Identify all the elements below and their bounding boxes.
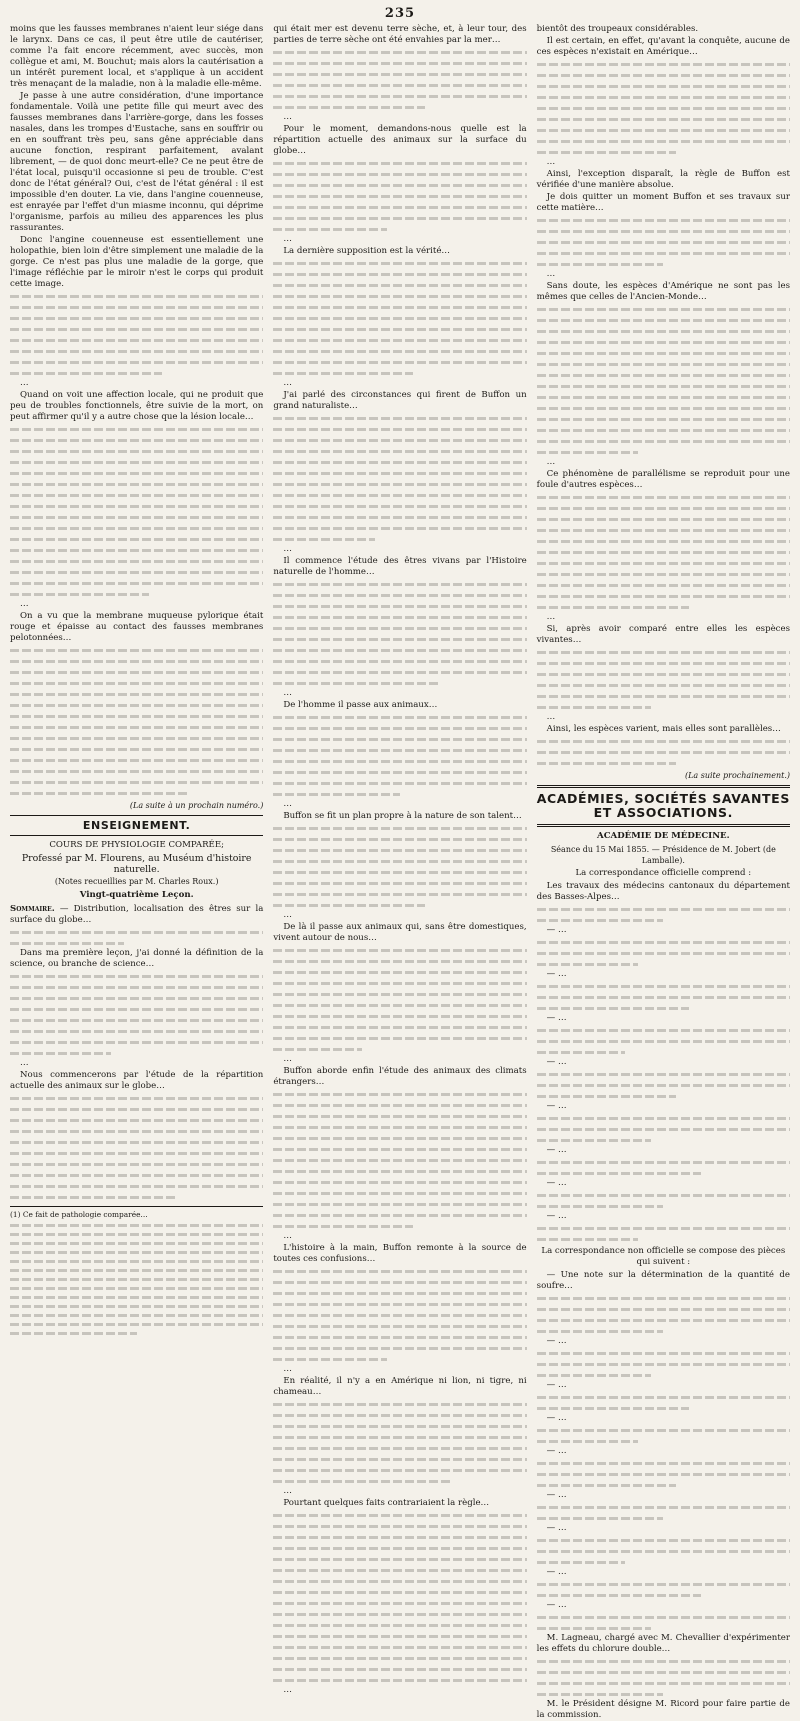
text-block: [537, 1024, 790, 1057]
correspondence-entry: — …: [537, 1013, 790, 1024]
nonofficial-entry: — …: [537, 1446, 790, 1457]
nonofficial-entry: — …: [537, 1490, 790, 1501]
paragraph: …: [283, 688, 292, 698]
lesson-summary: [10, 904, 263, 926]
course-note: (Notes recueillies par M. Charles Roux.): [54, 877, 219, 886]
paragraph: …: [283, 112, 292, 122]
paragraph: …: [283, 378, 292, 388]
text-block: [10, 290, 263, 378]
footnotes: [10, 1206, 263, 1336]
paragraph: De là il passe aux animaux qui, sans être domestiques, vivent autour de nous…: [273, 922, 527, 943]
text-block: [537, 1424, 790, 1446]
paragraph: …: [283, 910, 292, 920]
text-block: [537, 58, 790, 157]
lesson-title: Vingt-quatrième Leçon.: [79, 890, 194, 900]
text-block: [273, 1088, 526, 1231]
text-block: [273, 46, 526, 112]
text-block: [273, 822, 526, 910]
text-block: [273, 1398, 526, 1486]
paragraph: L'histoire à la main, Buffon remonte à la source de toutes ces confusions…: [273, 1243, 527, 1264]
text-block: [537, 1189, 790, 1211]
text-block: [10, 1092, 263, 1202]
page-number: 235: [384, 6, 416, 21]
nonofficial-entry: — …: [537, 1523, 790, 1534]
paragraph: Ce phénomène de parallélisme se reproduit pour une foule d'autres espèces…: [536, 469, 790, 490]
text-block: [537, 735, 790, 768]
summary-text: — Distribution, localisation des êtres sur la surface du globe…: [10, 904, 264, 925]
text-block: [537, 1156, 790, 1178]
nonofficial-entry: — …: [537, 1567, 790, 1578]
paragraph: …: [283, 544, 292, 554]
paragraph: Il commence l'étude des êtres vivans par l'Histoire naturelle de l'homme…: [273, 556, 527, 577]
text-block: [537, 1578, 790, 1600]
paragraph: bientôt des troupeaux considérables.: [536, 24, 699, 34]
nonofficial-entry: — …: [537, 1380, 790, 1391]
text-block: [10, 926, 263, 948]
text-block: [273, 944, 526, 1054]
paragraph: Buffon aborde enfin l'étude des animaux des climats étrangers…: [273, 1066, 527, 1087]
text-block: [537, 1112, 790, 1145]
paragraph: J'ai parlé des circonstances qui firent de Buffon un grand naturaliste…: [273, 390, 527, 411]
correspondence-entry: — …: [537, 1211, 790, 1222]
paragraph: …: [546, 269, 556, 279]
correspondence-entry: — …: [537, 925, 790, 936]
text-block: [10, 1219, 263, 1336]
paragraph: Il est certain, en effet, qu'avant la conquête, aucune de ces espèces n'existait en Amérique…: [536, 36, 790, 57]
nonofficial-entry: — …: [537, 1413, 790, 1424]
paragraph: …: [546, 612, 556, 622]
column-2: [273, 24, 527, 1695]
divider: [537, 824, 790, 827]
nonofficial-entry: — …: [537, 1600, 790, 1611]
paragraph: De l'homme il passe aux animaux…: [283, 700, 438, 710]
divider: [537, 785, 790, 788]
text-block: [537, 1222, 790, 1244]
text-block: [10, 423, 263, 599]
text-block: [537, 1391, 790, 1413]
text-block: [537, 980, 790, 1013]
correspondence-entry: — …: [537, 1145, 790, 1156]
section-title-enseignement: ENSEIGNEMENT.: [82, 819, 191, 832]
paragraph: Donc l'angine couenneuse est essentiellement une holopathie, bien loin d'être simplement une maladie de la gorge. Ce n'est pas plus une maladie de la gorge, que l'image réfléchie par le miroir n'est le corps qui produit cette image.: [10, 235, 264, 289]
continuation-note: (La suite à un prochain numéro.): [129, 801, 264, 810]
paragraph: Sans doute, les espèces d'Amérique ne sont pas les mêmes que celles de l'Ancien-Monde…: [536, 281, 790, 302]
column-3: [536, 24, 790, 1720]
paragraph: En réalité, il n'y a en Amérique ni lion, ni tigre, ni chameau…: [273, 1376, 527, 1397]
footnote: (1) Ce fait de pathologie comparée…: [10, 1210, 148, 1219]
text-block: [537, 646, 790, 712]
text-block: [537, 1347, 790, 1380]
session-line: Séance du 15 Mai 1855. — Présidence de M. Jobert (de Lamballe).: [550, 845, 776, 865]
paragraph: La dernière supposition est la vérité…: [283, 246, 451, 256]
column-1: [10, 24, 264, 1219]
divider: [10, 815, 263, 816]
text-block: [537, 1457, 790, 1490]
text-block: [537, 1655, 790, 1699]
text-block: [537, 303, 790, 457]
text-block: [10, 644, 263, 798]
paragraph: Je dois quitter un moment Buffon et ses travaux sur cette matière…: [536, 192, 790, 213]
article-columns: [10, 24, 790, 1720]
paragraph: …: [20, 1058, 29, 1068]
paragraph: Ainsi, les espèces varient, mais elles sont parallèles…: [546, 724, 781, 734]
correspondence-entry: — …: [537, 1178, 790, 1189]
paragraph: On a vu que la membrane muqueuse pylorique était rouge et épaisse au contact des fausses membranes pelotonnées…: [10, 611, 264, 643]
paragraph: …: [283, 1685, 292, 1695]
text-block: [537, 1534, 790, 1567]
paragraph: Je passe à une autre considération, d'une importance fondamentale. Voilà une petite fille qui meurt avec des fausses membranes dans l'arrière-gorge, dans les fosses nasales, dans les trompes d'Eustache, sans en souffrir ou en en souffrant très peu, sans gêne appréciable dans aucune fonction, respirant parfaitement, avalant librement, — de quoi donc meurt-elle? Ce ne peut être de l'état local, puisqu'il occasionne si peu de trouble. C'est donc de l'état général? Oui, c'est de l'état général : il est impossible d'en douter. La vie, dans l'angine couenneuse, est enrayée par l'effet d'un miasme inconnu, qui déprime l'organisme, parfois au milieu des apparences les plus rassurantes.: [10, 91, 264, 233]
paragraph: Si, après avoir comparé entre elles les espèces vivantes…: [536, 624, 790, 645]
paragraph: Nous commencerons par l'étude de la répartition actuelle des animaux sur le globe…: [10, 1070, 264, 1091]
text-block: [537, 1611, 790, 1633]
nonofficial-entry: — Une note sur la détermination de la quantité de soufre…: [537, 1270, 790, 1292]
correspondence-entry: Les travaux des médecins cantonaux du département des Basses-Alpes…: [536, 881, 790, 902]
text-block: [273, 412, 526, 544]
correspondence-title: La correspondance officielle comprend :: [575, 868, 752, 878]
text-block: [273, 1509, 526, 1685]
paragraph: …: [283, 1486, 292, 1496]
paragraph: Pourtant quelques faits contrariaient la règle…: [283, 1498, 490, 1508]
text-block: [537, 214, 790, 269]
text-block: [537, 1292, 790, 1336]
paragraph: …: [20, 599, 29, 609]
paragraph: …: [283, 1054, 292, 1064]
correspondence-entry: — …: [537, 1101, 790, 1112]
text-block: [537, 936, 790, 969]
paragraph: …: [546, 157, 556, 167]
text-block: [10, 970, 263, 1058]
paragraph: Buffon se fit un plan propre à la nature de son talent…: [283, 811, 522, 821]
academy-name: ACADÉMIE DE MÉDECINE.: [597, 831, 730, 841]
text-block: [537, 1501, 790, 1523]
paragraph: moins que les fausses membranes n'aient leur siége dans le larynx. Dans ce cas, il peut être utile de cautériser, comme l'a fait encore récemment, avec succès, mon collègue et ami, M. Bouchut; mais alors la cautérisation a un intérêt purement local, et s'applique à un accident très menaçant de la maladie, non à la maladie elle-même.: [10, 24, 264, 89]
text-block: [273, 157, 526, 234]
paragraph: …: [546, 457, 556, 467]
continuation-note: (La suite prochainement.): [684, 771, 790, 780]
paragraph: …: [283, 1231, 292, 1241]
text-block: [273, 578, 526, 688]
nonofficial-title: La correspondance non officielle se compose des pièces qui suivent :: [541, 1246, 786, 1267]
text-block: [537, 1068, 790, 1101]
course-subtitle: Professé par M. Flourens, au Muséum d'histoire naturelle.: [21, 853, 252, 875]
nonofficial-entry: — …: [537, 1336, 790, 1347]
paragraph: …: [283, 1364, 292, 1374]
text-block: [537, 491, 790, 612]
course-title: COURS DE PHYSIOLOGIE COMPARÉE;: [49, 840, 224, 850]
paragraph: Pour le moment, demandons-nous quelle est la répartition actuelle des animaux sur la surface du globe…: [273, 124, 527, 156]
paragraph: Quand on voit une affection locale, qui ne produit que peu de troubles fonctionnels, être suivie de la mort, on peut affirmer qu'il y a autre chose que la lésion locale…: [10, 390, 264, 422]
summary-label: Sommaire.: [10, 904, 55, 914]
paragraph: Dans ma première leçon, j'ai donné la définition de la science, ou branche de science…: [10, 948, 264, 969]
paragraph: …: [20, 378, 29, 388]
correspondence-entry: — …: [537, 1057, 790, 1068]
text-block: [273, 257, 526, 378]
paragraph: M. Lagneau, chargé avec M. Chevallier d'expérimenter les effets du chlorure double…: [536, 1633, 790, 1654]
paragraph: …: [283, 234, 292, 244]
section-title-academies: ACADÉMIES, SOCIÉTÉS SAVANTES ET ASSOCIATIONS.: [536, 791, 790, 820]
paragraph: …: [283, 799, 292, 809]
paragraph: …: [546, 712, 556, 722]
text-block: [273, 711, 526, 799]
paragraph: M. le Président désigne M. Ricord pour faire partie de la commission.: [536, 1699, 790, 1720]
text-block: [273, 1265, 526, 1364]
paragraph: qui était mer est devenu terre sèche, et, à leur tour, des parties de terre sèche ont été envahies par la mer…: [273, 24, 527, 45]
text-block: [537, 903, 790, 925]
paragraph: Ainsi, l'exception disparaît, la règle de Buffon est vérifiée d'une manière absolue.: [536, 169, 790, 190]
correspondence-entry: — …: [537, 969, 790, 980]
divider: [10, 835, 263, 836]
